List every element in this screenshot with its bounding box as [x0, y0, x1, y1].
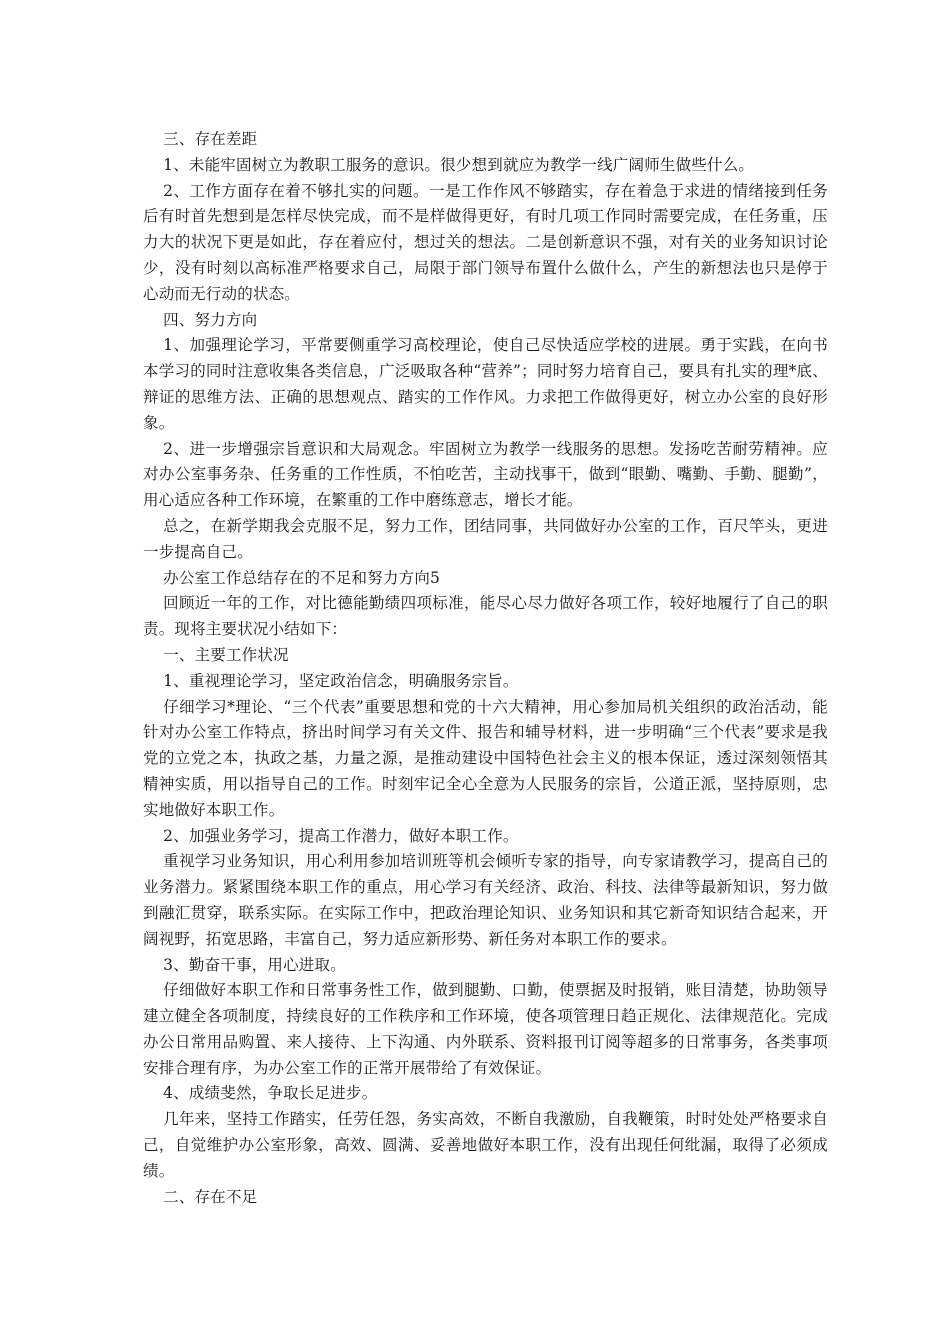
subheading: 2、加强业务学习，提高工作潜力，做好本职工作。 — [163, 826, 519, 845]
paragraph: 几年来，坚持工作踏实，任劳任怨，务实高效，不断自我激励，自我鞭策，时时处处严格要求自己，自觉维护办公室形象，高效、圆满、妥善地做好本职工作，没有出现任何纰漏，取得了必须成绩。 — [143, 1110, 828, 1180]
section-heading: 四、努力方向 — [163, 310, 258, 329]
paragraph: 回顾近一年的工作，对比德能勤绩四项标准，能尽心尽力做好各项工作，较好地履行了自己的职责。现将主要状况小结如下： — [143, 594, 828, 639]
section-heading: 一、主要工作状况 — [163, 645, 289, 664]
section-heading: 二、存在不足 — [163, 1187, 258, 1206]
subheading: 4、成绩斐然，争取长足进步。 — [163, 1084, 378, 1103]
paragraph: 仔细做好本职工作和日常事务性工作，做到腿勤、口勤，使票据及时报销，账目清楚，协助领导建立健全各项制度，持续良好的工作秩序和工作环境，使各项管理日趋正规化、法律规范化。完成办公日常用品购置、来人接待、上下沟通、内外联系、资料报刊订阅等超多的日常事务，各类事项安排合理有序，为办公室工作的正常开展带给了有效保证。 — [143, 981, 828, 1077]
document-title: 办公室工作总结存在的不足和努力方向5 — [163, 568, 441, 587]
paragraph: 仔细学习*理论、“三个代表”重要思想和党的十六大精神，用心参加局机关组织的政治活动，能针对办公室工作特点，挤出时间学习有关文件、报告和辅导材料，进一步明确“三个代表”要求是我党的立党之本，执政之基，力量之源，是推动建设中国特色社会主义的根本保证，透过深刻领悟其精神实质，用以指导自己的工作。时刻牢记全心全意为人民服务的宗旨，公道正派，坚持原则，忠实地做好本职工作。 — [143, 697, 828, 819]
paragraph: 1、未能牢固树立为教职工服务的意识。很少想到就应为教学一线广阔师生做些什么。 — [163, 155, 755, 174]
document-body — [143, 127, 828, 1210]
paragraph: 2、进一步增强宗旨意识和大局观念。牢固树立为教学一线服务的思想。发扬吃苦耐劳精神。应对办公室事务杂、任务重的工作性质，不怕吃苦，主动找事干，做到“眼勤、嘴勤、手勤、腿勤”，用心适应各种工作环境，在繁重的工作中磨练意志，增长才能。 — [143, 439, 828, 510]
subheading: 3、勤奋干事，用心进取。 — [163, 955, 346, 974]
paragraph: 1、加强理论学习，平常要侧重学习高校理论，使自己尽快适应学校的进展。勇于实践，在向书本学习的同时注意收集各类信息，广泛吸取各种“营养”；同时努力培育自己，要具有扎实的理*底、辩证的思维方法、正确的思想观点、踏实的工作作风。力求把工作做得更好，树立办公室的良好形象。 — [143, 336, 828, 432]
subheading: 1、重视理论学习，坚定政治信念，明确服务宗旨。 — [163, 671, 519, 690]
paragraph: 2、工作方面存在着不够扎实的问题。一是工作作风不够踏实，存在着急于求进的情绪接到任务后有时首先想到是怎样尽快完成，而不是样做得更好，有时几项工作同时需要完成，在任务重，压力大的状况下更是如此，存在着应付，想过关的想法。二是创新意识不强，对有关的业务知识讨论少，没有时刻以高标准严格要求自己，局限于部门领导布置什么做什么，产生的新想法也只是停于心动而无行动的状态。 — [143, 181, 828, 303]
section-heading: 三、存在差距 — [163, 130, 258, 148]
paragraph: 总之，在新学期我会克服不足，努力工作，团结同事，共同做好办公室的工作，百尺竿头，更进一步提高自己。 — [143, 516, 828, 561]
paragraph: 重视学习业务知识，用心利用参加培训班等机会倾听专家的指导，向专家请教学习，提高自己的业务潜力。紧紧围绕本职工作的重点，用心学习有关经济、政治、科技、法律等最新知识，努力做到融汇贯穿，联系实际。在实际工作中，把政治理论知识、业务知识和其它新奇知识结合起来，开阔视野，拓宽思路，丰富自己，努力适应新形势、新任务对本职工作的要求。 — [143, 852, 828, 948]
